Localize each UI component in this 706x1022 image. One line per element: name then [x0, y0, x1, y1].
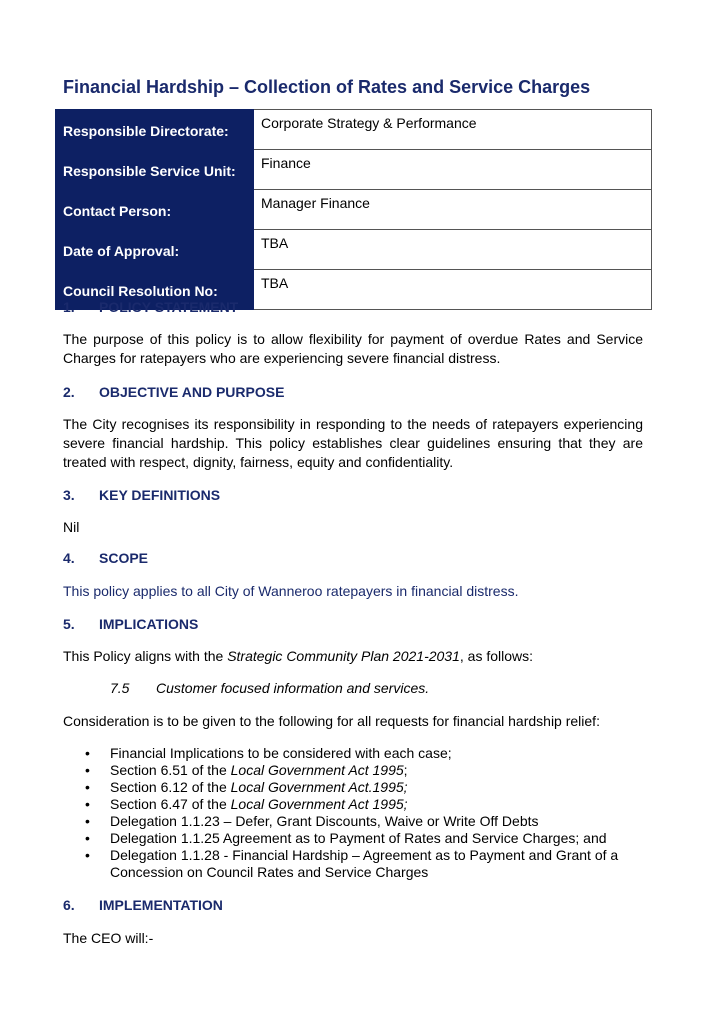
section-heading-scope: [63, 550, 148, 566]
row-value: TBA: [254, 230, 652, 270]
list-item: • Section 6.12 of the Local Government Act.1995;: [63, 779, 643, 796]
section-heading-implications: [63, 616, 198, 632]
section-number: 1.: [63, 299, 75, 315]
table-row: [56, 150, 652, 190]
table-row: [56, 190, 652, 230]
plan-item-text: Customer focused information and services.: [156, 680, 430, 696]
section-number: 5.: [63, 616, 75, 632]
section-number: 4.: [63, 550, 75, 566]
row-value: TBA: [254, 270, 652, 310]
objective-text: The City recognises its responsibility in responding to the needs of ratepayers experiencing severe financial hardship. This policy establishes clear guidelines ensuring that they are treated with respect, dignity, fairness, equity and confidentiality.: [63, 416, 643, 470]
section-heading-objective: [63, 384, 284, 400]
consideration-list: [63, 745, 643, 881]
row-label: Council Resolution No:: [56, 270, 254, 310]
list-item: • Delegation 1.1.23 – Defer, Grant Discounts, Waive or Write Off Debts: [63, 813, 643, 830]
policy-statement-text: The purpose of this policy is to allow flexibility for payment of overdue Rates and Service Charges for ratepayers who are experiencing severe financial distress.: [63, 331, 643, 366]
section-number: 3.: [63, 487, 75, 503]
row-value: Manager Finance: [254, 190, 652, 230]
consideration-text: Consideration is to be given to the following for all requests for financial hardship relief:: [63, 713, 600, 729]
list-item: • Section 6.47 of the Local Government Act 1995;: [63, 796, 643, 813]
section-heading-implementation: [63, 897, 223, 913]
list-item: • Section 6.51 of the Local Government Act 1995;: [63, 762, 643, 779]
section-title: KEY DEFINITIONS: [99, 487, 221, 503]
key-definitions-text: Nil: [63, 519, 80, 535]
section-title: POLICY STATEMENT: [99, 299, 239, 315]
section-title: IMPLEMENTATION: [99, 897, 223, 913]
strategic-plan-item: [110, 680, 429, 696]
section-number: 2.: [63, 384, 75, 400]
section-title: OBJECTIVE AND PURPOSE: [99, 384, 285, 400]
table-row: [56, 110, 652, 150]
row-label: Date of Approval:: [56, 230, 254, 270]
policy-info-table: [55, 109, 652, 310]
row-value: Finance: [254, 150, 652, 190]
implementation-text: The CEO will:-: [63, 930, 154, 946]
row-label: Responsible Directorate:: [56, 110, 254, 150]
strategic-plan-title: Strategic Community Plan 2021-2031: [227, 648, 460, 664]
table-row: [56, 230, 652, 270]
list-item: • Financial Implications to be considered with each case;: [63, 745, 643, 762]
section-title: SCOPE: [99, 550, 149, 566]
row-label: Contact Person:: [56, 190, 254, 230]
section-heading-key-definitions: [63, 487, 220, 503]
row-value: Corporate Strategy & Performance: [254, 110, 652, 150]
implications-text-post: , as follows:: [459, 648, 534, 664]
implications-text-pre: This Policy aligns with the: [63, 648, 228, 664]
scope-text: This policy applies to all City of Wanneroo ratepayers in financial distress.: [63, 583, 519, 599]
plan-item-number: 7.5: [110, 680, 130, 696]
section-title: IMPLICATIONS: [99, 616, 199, 632]
row-label: Responsible Service Unit:: [56, 150, 254, 190]
list-item: • Delegation 1.1.28 - Financial Hardship – Agreement as to Payment and Grant of a Concession on Council Rates and Service Charges: [63, 847, 643, 881]
section-number: 6.: [63, 897, 75, 913]
list-item: • Delegation 1.1.25 Agreement as to Payment of Rates and Service Charges; and: [63, 830, 643, 847]
document-title: Financial Hardship – Collection of Rates and Service Charges: [63, 77, 591, 97]
section-heading-policy-statement: [63, 299, 238, 315]
implications-text: [63, 647, 643, 666]
